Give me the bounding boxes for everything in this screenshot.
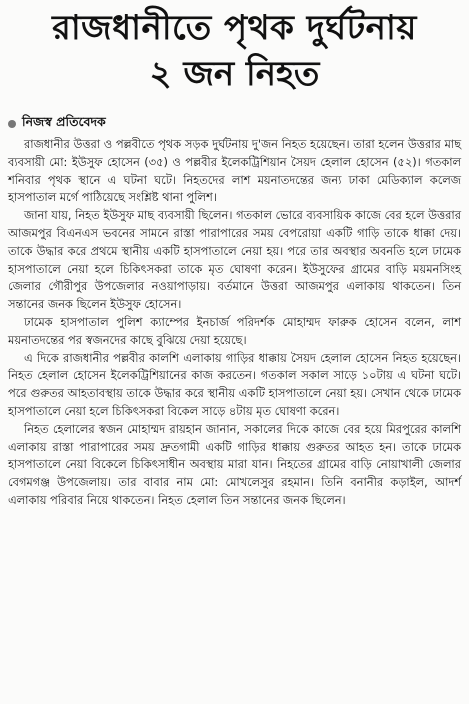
byline: [8, 114, 461, 134]
headline: [8, 6, 461, 96]
paragraph-3: ঢামেক হাসপাতাল পুলিশ ক্যাম্পের ইনচার্জ পরিদর্শক মোহাম্মদ ফারুক হোসেন বলেন, লাশ ময়নাতদন্তের পর স্বজনদের কাছে বুঝিয়ে দেয়া হয়েছে।: [8, 314, 461, 347]
headline-line-2: ২ জন নিহত: [149, 54, 320, 94]
headline-line-1: রাজধানীতে পৃথক দুর্ঘটনায়: [52, 8, 417, 48]
paragraph-2: জানা যায়, নিহত ইউসুফ মাছ ব্যবসায়ী ছিলেন। গতকাল ভোরে ব্যবসায়িক কাজে বের হলে উত্তরার আজমপুর বিএনএস ভবনের সামনে রাস্তা পারাপারের সময় বেপরোয়া একটি গাড়ি তাকে ধাক্কা দেয়। তাকে উদ্ধার করে প্রথমে স্থানীয় একটি হাসপাতালে নেয়া হয়। পরে তার অবস্থার অবনতি হলে ঢামেক হাসপাতালে নেয়া হলে চিকিৎসকরা তাকে মৃত ঘোষণা করেন। ইউসুফের গ্রামের বাড়ি ময়মনসিংহ জেলার গৌরীপুর উপজেলার নওয়াপাড়ায়। বর্তমানে উত্তরা আজমপুর এলাকায় থাকতেন। তিন সন্তানের জনক ছিলেন ইউসুফ হোসেন।: [8, 208, 461, 312]
paragraph-4: এ দিকে রাজধানীর পল্লবীর কালশি এলাকায় গাড়ির ধাক্কায় সৈয়দ হেলাল হোসেন নিহত হয়েছেন। নিহত হেলাল হোসেন ইলেকট্রিশিয়ানের কাজ করতেন। গতকাল সকাল সাড়ে ১০টায় এ ঘটনা ঘটে। পরে গুরুতর আহতাবস্থায় তাকে উদ্ধার করে স্থানীয় একটি হাসপাতালে নেয়া হয়। সেখান থেকে ঢামেক হাসপাতালে নেয়া হলে চিকিৎসকরা বিকেল সাড়ে ৪টায় মৃত ঘোষণা করেন।: [8, 350, 461, 418]
article-body: [8, 136, 461, 510]
bullet-icon: [8, 120, 16, 128]
byline-text: নিজস্ব প্রতিবেদক: [22, 114, 106, 129]
paragraph-5: নিহত হেলালের স্বজন মোহাম্মদ রায়হান জানান, সকালের দিকে কাজে বের হয়ে মিরপুরের কালশি এলাকায় রাস্তা পারাপারের সময় দ্রুতগামী একটি গাড়ির ধাক্কায় গুরুতর আহত হন। তাকে ঢামেক হাসপাতালে নেয়া বিকেলে চিকিৎসাধীন অবস্থায় মারা যান। নিহতের গ্রামের বাড়ি নোয়াখালী জেলার বেগমগঞ্জ উপজেলায়। তার বাবার নাম মো: মোখলেসুর রহমান। তিনি বনানীর কড়াইল, আদর্শ এলাকায় পরিবার নিয়ে থাকতেন। নিহত হেলাল তিন সন্তানের জনক ছিলেন।: [8, 421, 461, 507]
paragraph-1: রাজধানীর উত্তরা ও পল্লবীতে পৃথক সড়ক দুর্ঘটনায় দু'জন নিহত হয়েছেন। তারা হলেন উত্তরার মাছ ব্যবসায়ী মো: ইউসুফ হোসেন (৩৫) ও পল্লবীর ইলেকট্রিশিয়ান সৈয়দ হেলাল হোসেন (৫২)। গতকাল শনিবার পৃথক স্থানে এ ঘটনা ঘটে। নিহতদের লাশ ময়নাতদন্তের জন্য ঢাকা মেডিক্যাল কলেজ হাসপাতাল মর্গে পাঠিয়েছে সংশ্লিষ্ট থানা পুলিশ।: [8, 137, 461, 205]
